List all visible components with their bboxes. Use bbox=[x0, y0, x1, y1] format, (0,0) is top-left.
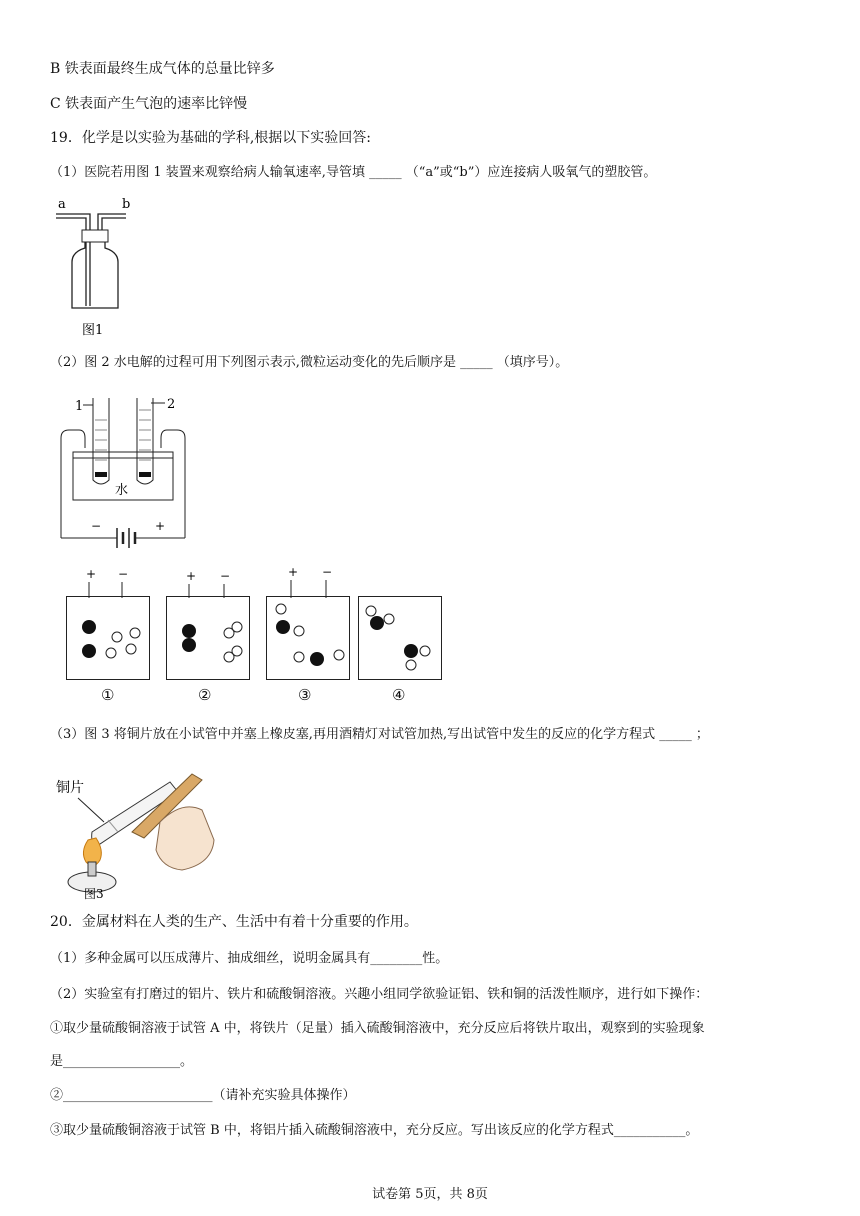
tube-label-b: b bbox=[122, 197, 131, 212]
tube-label-1: 1 bbox=[75, 399, 84, 414]
panel-3-plus: + bbox=[288, 566, 299, 579]
particle-panel-2 bbox=[166, 596, 250, 680]
page-footer: 试卷第 5页，共 8页 bbox=[372, 1187, 488, 1202]
water-label: 水 bbox=[115, 483, 129, 498]
panel-2-minus: − bbox=[220, 569, 231, 583]
copper-label: 铜片 bbox=[56, 780, 84, 796]
question-20-part-2: （2）实验室有打磨过的铝片、铁片和硫酸铜溶液。兴趣小组同学欲验证铝、铁和铜的活泼性顺序，进行如下操作： bbox=[50, 987, 709, 1002]
question-20: 20．金属材料在人类的生产、生活中有着十分重要的作用。 bbox=[50, 914, 418, 930]
panel-label-2: ② bbox=[198, 686, 212, 704]
panel-1-minus: − bbox=[118, 567, 129, 581]
question-19: 19．化学是以实验为基础的学科,根据以下实验回答: bbox=[50, 130, 371, 146]
question-19-part-1: （1）医院若用图 1 装置来观察给病人输氧速率,导管填 _____ （“a”或“b”）应连接病人吸氧气的塑胶管。 bbox=[50, 165, 657, 180]
gas-bottle-figure bbox=[52, 196, 132, 341]
question-19-part-3: （3）图 3 将铜片放在小试管中并塞上橡皮塞,再用酒精灯对试管加热,写出试管中发生的反应的化学方程式 _____ ； bbox=[50, 727, 709, 742]
battery-plus: + bbox=[155, 519, 166, 533]
question-20-step-1b: 是__________________。 bbox=[50, 1054, 194, 1069]
option-c: C 铁表面产生气泡的速率比锌慢 bbox=[50, 96, 248, 112]
question-20-step-1a: ①取少量硫酸铜溶液于试管 A 中，将铁片（足量）插入硫酸铜溶液中，充分反应后将铁片取出，观察到的实验现象 bbox=[50, 1021, 705, 1036]
panel-label-3: ③ bbox=[298, 686, 312, 704]
tube-label-2: 2 bbox=[167, 397, 176, 412]
panel-1-plus: + bbox=[86, 567, 97, 581]
question-20-step-3: ③取少量硫酸铜溶液于试管 B 中，将铝片插入硫酸铜溶液中，充分反应。写出该反应的化学方程式___________。 bbox=[50, 1123, 699, 1138]
option-b: B 铁表面最终生成气体的总量比锌多 bbox=[50, 61, 275, 77]
panel-label-1: ① bbox=[101, 686, 115, 704]
question-20-part-1: （1）多种金属可以压成薄片、抽成细丝，说明金属具有________性。 bbox=[50, 951, 449, 966]
particle-panel-3 bbox=[266, 596, 350, 680]
particle-panel-4 bbox=[358, 596, 442, 680]
battery-minus: − bbox=[91, 519, 102, 533]
tube-label-a: a bbox=[58, 197, 66, 212]
particle-panel-1 bbox=[66, 596, 150, 680]
panel-2-plus: + bbox=[186, 569, 197, 583]
copper-heating-figure bbox=[52, 770, 222, 902]
figure-3-caption: 图3 bbox=[84, 887, 104, 901]
electrode-markers bbox=[66, 566, 446, 600]
panel-3-minus: − bbox=[322, 566, 333, 579]
panel-label-4: ④ bbox=[392, 686, 406, 704]
water-electrolysis-figure bbox=[55, 390, 195, 560]
question-19-part-2: （2）图 2 水电解的过程可用下列图示表示,微粒运动变化的先后顺序是 _____ （填序号）。 bbox=[50, 355, 569, 370]
figure-1-caption: 图1 bbox=[82, 323, 104, 338]
question-20-step-2: ②_______________________（请补充实验具体操作） bbox=[50, 1088, 356, 1103]
